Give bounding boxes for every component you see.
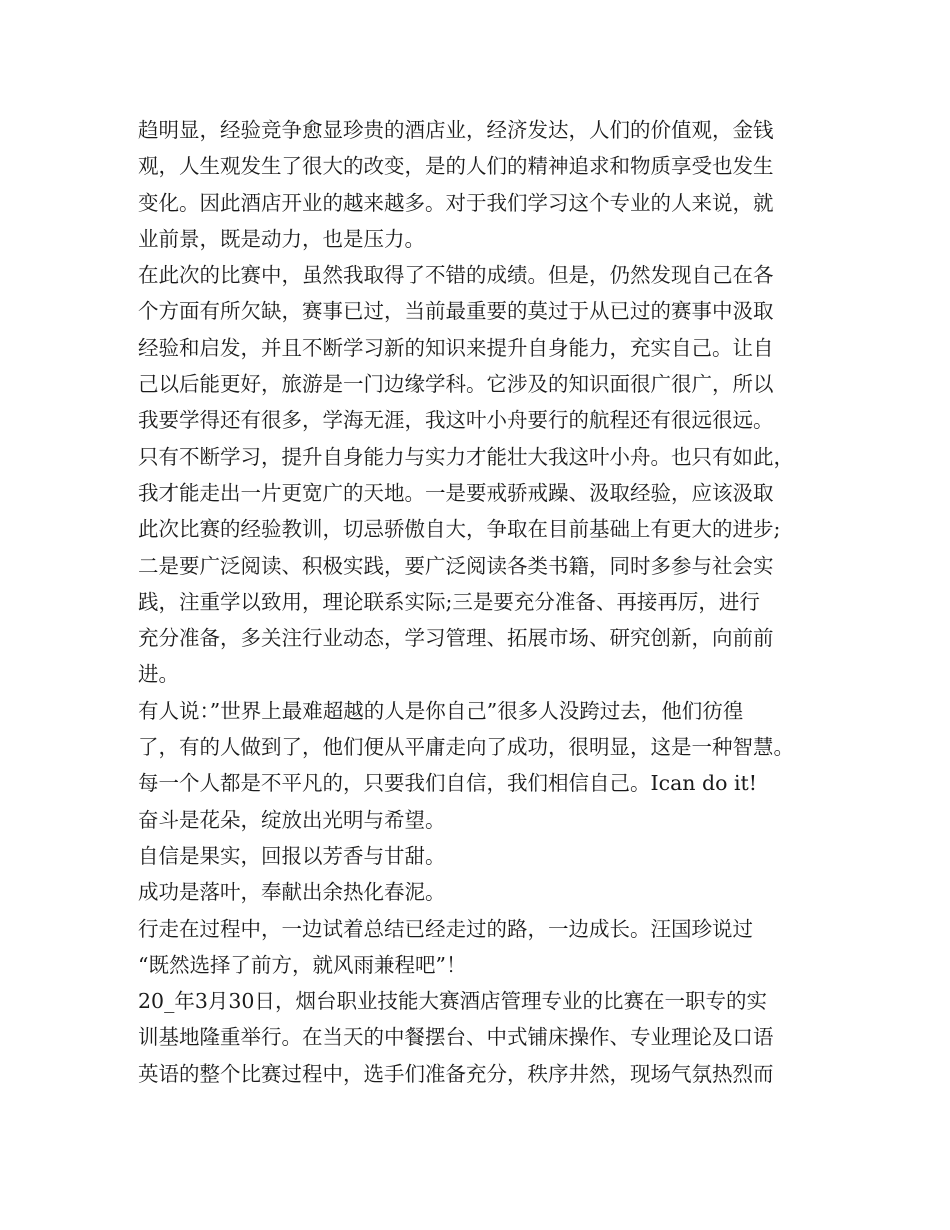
text-line-3: 变化。因此酒店开业的越来越多。对于我们学习这个专业的人来说，就 (138, 190, 774, 215)
text-line-19: 每一个人都是不平凡的，只要我们自信，我们相信自己。Ican do it! (138, 771, 758, 796)
text-line-5: 在此次的比赛中，虽然我取得了不错的成绩。但是，仍然发现自己在各 (138, 263, 774, 288)
text-line-9: 我要学得还有很多，学海无涯，我这叶小舟要行的航程还有很远很远。 (138, 408, 774, 433)
text-line-22: 成功是落叶，奉献出余热化春泥。 (138, 880, 446, 905)
text-line-2: 观，人生观发生了很大的改变，是的人们的精神追求和物质享受也发生 (138, 154, 774, 179)
text-line-17: 有人说：”世界上最难超越的人是你自己”很多人没跨过去，他们彷徨 (138, 698, 744, 723)
text-line-23: 行走在过程中，一边试着总结已经走过的路，一边成长。汪国珍说过 (138, 916, 753, 941)
text-line-13: 二是要广泛阅读、积极实践，要广泛阅读各类书籍，同时多参与社会实 (138, 553, 774, 578)
body-text (138, 112, 828, 1092)
text-line-14: 践，注重学以致用，理论联系实际;三是要充分准备、再接再厉，进行 (138, 589, 760, 614)
text-line-1: 趋明显，经验竞争愈显珍贵的酒店业，经济发达，人们的价值观，金钱 (138, 118, 774, 142)
text-line-7: 经验和启发，并且不断学习新的知识来提升自身能力，充实自己。让自 (138, 335, 774, 360)
text-line-21: 自信是果实，回报以芳香与甘甜。 (138, 843, 446, 868)
text-line-20: 奋斗是花朵，绽放出光明与希望。 (138, 807, 446, 832)
text-line-12: 此次比赛的经验教训，切忌骄傲自大，争取在目前基础上有更大的进步; (138, 517, 781, 542)
text-line-6: 个方面有所欠缺，赛事已过，当前最重要的莫过于从已过的赛事中汲取 (138, 299, 774, 324)
text-line-15: 充分准备，多关注行业动态，学习管理、拓展市场、研究创新，向前前 (138, 626, 774, 651)
text-line-10: 只有不断学习，提升自身能力与实力才能壮大我这叶小舟。也只有如此， (138, 444, 794, 469)
text-line-4: 业前景，既是动力，也是压力。 (138, 226, 425, 251)
text-line-24: “既然选择了前方，就风雨兼程吧”！ (138, 952, 467, 977)
text-line-8: 己以后能更好，旅游是一门边缘学科。它涉及的知识面很广很广，所以 (138, 372, 774, 397)
text-line-16: 进。 (138, 662, 179, 687)
text-line-11: 我才能走出一片更宽广的天地。一是要戒骄戒躁、汲取经验，应该汲取 (138, 480, 774, 505)
text-line-18: 了，有的人做到了，他们便从平庸走向了成功，很明显，这是一种智慧。 (138, 735, 794, 760)
text-line-27: 英语的整个比赛过程中，选手们准备充分，秩序井然，现场气氛热烈而 (138, 1061, 774, 1086)
text-line-26: 训基地隆重举行。在当天的中餐摆台、中式铺床操作、专业理论及口语 (138, 1025, 774, 1050)
text-line-25: 20_年3月30日，烟台职业技能大赛酒店管理专业的比赛在一职专的实 (138, 989, 767, 1014)
